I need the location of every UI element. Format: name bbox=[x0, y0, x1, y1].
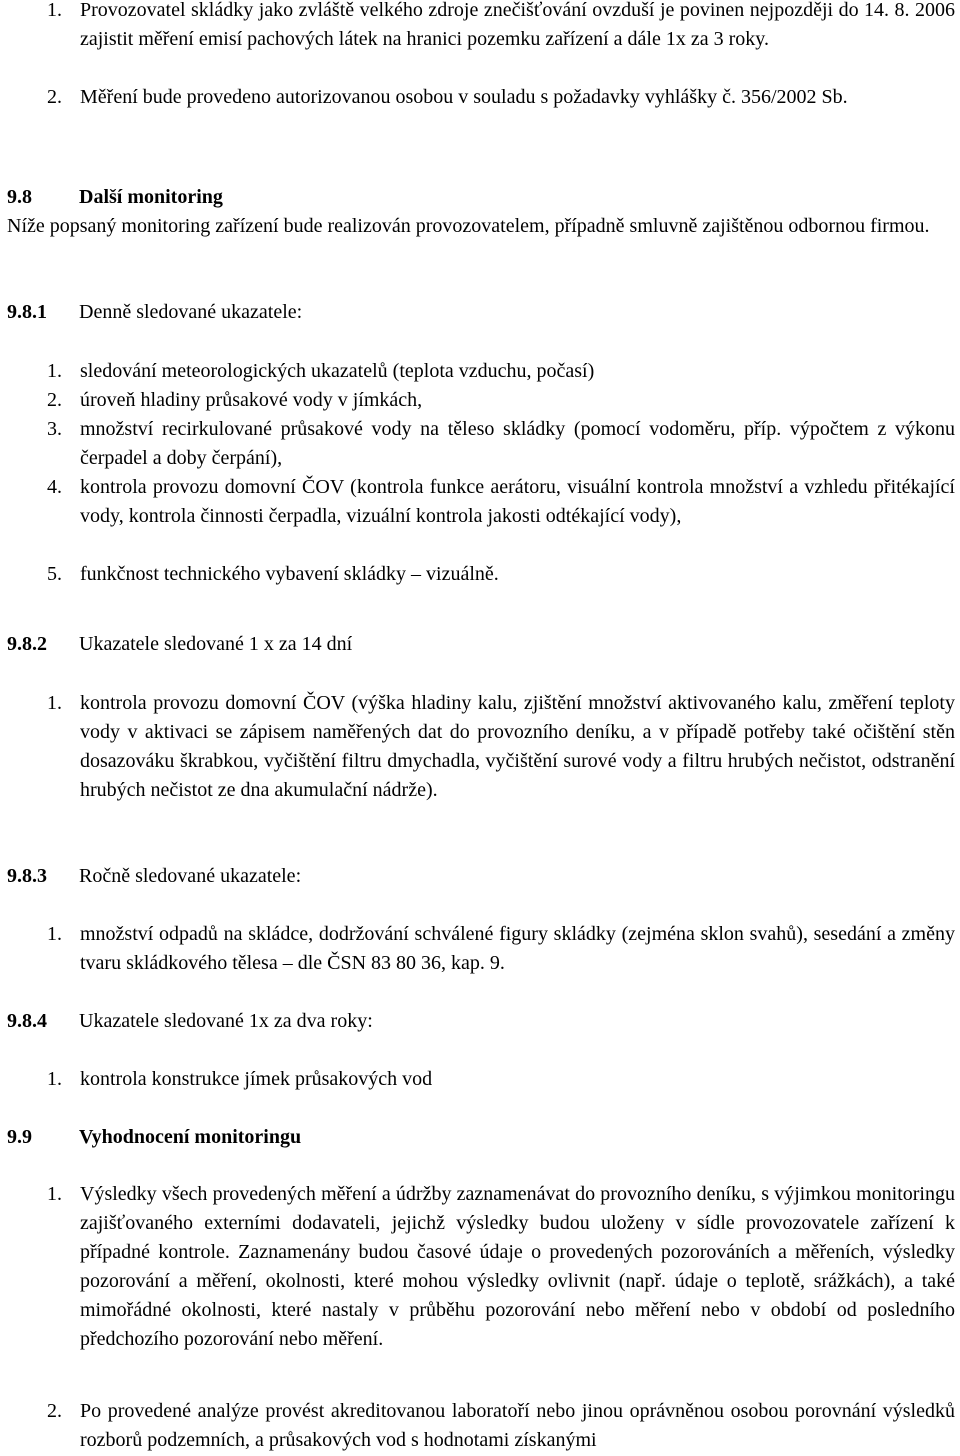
list-text: kontrola provozu domovní ČOV (kontrola funkce aerátoru, visuální kontrola množství a vzhledu přitékající vody, kontrola činnosti čerpadla, vizuální kontrola jakosti odtékající vody), bbox=[80, 476, 955, 527]
list-number: 1. bbox=[47, 692, 62, 714]
subsection-title: Ukazatele sledované 1x za dva roky: bbox=[79, 1010, 373, 1032]
subsection-heading bbox=[7, 630, 955, 659]
subsection-title: Ročně sledované ukazatele: bbox=[79, 865, 302, 887]
list-number: 3. bbox=[47, 418, 62, 440]
list-item bbox=[7, 560, 955, 589]
list-text: funkčnost technického vybavení skládky – vizuálně. bbox=[80, 563, 499, 585]
list-text: Po provedené analýze provést akreditovanou laboratoří nebo jinou oprávněnou osobou porovnání výsledků rozborů podzemních, a průsakových vod s hodnotami získanými bbox=[80, 1400, 955, 1451]
section-title: Další monitoring bbox=[79, 186, 223, 208]
section-heading bbox=[7, 1123, 955, 1152]
list-text: Výsledky všech provedených měření a údržby zaznamenávat do provozního deníku, s výjimkou monitoringu zajišťovaného externími dodavateli, jejichž výsledky budou uloženy v sídle provozovatele zařízení k případné kontrole. Zaznamenány budou časové údaje o provedených pozorováních a měřeních, výsledky pozorování a měření, okolnosti, které mohou výsledky ovlivnit (např. údaje o teplotě, srážkách), a také mimořádné okolnosti, které nastaly v průběhu pozorování nebo měření nebo v období od posledního předchozího pozorování nebo měření. bbox=[80, 1183, 955, 1350]
subsection-number: 9.8.3 bbox=[7, 865, 47, 887]
list-number: 1. bbox=[47, 360, 62, 382]
list-item bbox=[7, 415, 955, 473]
subsection-number: 9.8.2 bbox=[7, 633, 47, 655]
subsection-heading bbox=[7, 298, 955, 327]
list-item bbox=[7, 689, 955, 805]
list-item bbox=[7, 1065, 955, 1094]
list-item bbox=[7, 83, 955, 112]
section-number: 9.8 bbox=[7, 186, 32, 208]
list-text: množství recirkulované průsakové vody na těleso skládky (pomocí vodoměru, příp. výpočtem z výkonu čerpadel a doby čerpání), bbox=[80, 418, 955, 469]
list-text: sledování meteorologických ukazatelů (teplota vzduchu, počasí) bbox=[80, 360, 595, 382]
subsection-title: Denně sledované ukazatele: bbox=[79, 301, 303, 323]
subsection-title: Ukazatele sledované 1 x za 14 dní bbox=[79, 633, 353, 655]
list-text: kontrola konstrukce jímek průsakových vod bbox=[80, 1068, 433, 1090]
section-paragraph: Níže popsaný monitoring zařízení bude realizován provozovatelem, případně smluvně zajištěnou odbornou firmou. bbox=[7, 215, 930, 237]
list-item bbox=[7, 1397, 955, 1455]
list-number: 2. bbox=[47, 1400, 62, 1422]
list-text: Provozovatel skládky jako zvláště velkého zdroje znečišťování ovzduší je povinen nejpozději do 14. 8. 2006 zajistit měření emisí pachových látek na hranici pozemku zařízení a dále 1x za 3 roky. bbox=[80, 0, 955, 50]
list-number: 4. bbox=[47, 476, 62, 498]
list-item bbox=[7, 0, 955, 54]
list-number: 2. bbox=[47, 389, 62, 411]
subsection-heading bbox=[7, 862, 955, 891]
list-number: 1. bbox=[47, 923, 62, 945]
list-item bbox=[7, 1180, 955, 1354]
list-item bbox=[7, 473, 955, 531]
list-text: kontrola provozu domovní ČOV (výška hladiny kalu, zjištění množství aktivovaného kalu, změření teploty vody v aktivaci se zápisem naměřených dat do provozního deníku, a v případě potřeby také očištění stěn dosazováku škrabkou, vyčištění filtru dmychadla, vyčištění surové vody a filtru hrubých nečistot, odstranění hrubých nečistot ze dna akumulační nádrže). bbox=[80, 692, 955, 801]
subsection-number: 9.8.4 bbox=[7, 1010, 47, 1032]
list-item bbox=[7, 357, 955, 386]
list-number: 1. bbox=[47, 0, 62, 21]
section-title: Vyhodnocení monitoringu bbox=[79, 1126, 302, 1148]
section-number: 9.9 bbox=[7, 1126, 32, 1148]
list-text: úroveň hladiny průsakové vody v jímkách, bbox=[80, 389, 423, 411]
list-text: množství odpadů na skládce, dodržování schválené figury skládky (zejména sklon svahů), sesedání a změny tvaru skládkového tělesa – dle ČSN 83 80 36, kap. 9. bbox=[80, 923, 955, 974]
subsection-number: 9.8.1 bbox=[7, 301, 47, 323]
list-number: 5. bbox=[47, 563, 62, 585]
list-number: 2. bbox=[47, 86, 62, 108]
list-item bbox=[7, 386, 955, 415]
list-item bbox=[7, 920, 955, 978]
list-number: 1. bbox=[47, 1068, 62, 1090]
list-number: 1. bbox=[47, 1183, 62, 1205]
list-text: Měření bude provedeno autorizovanou osobou v souladu s požadavky vyhlášky č. 356/2002 Sb. bbox=[80, 86, 848, 108]
subsection-heading bbox=[7, 1007, 955, 1036]
section-heading bbox=[7, 183, 955, 212]
